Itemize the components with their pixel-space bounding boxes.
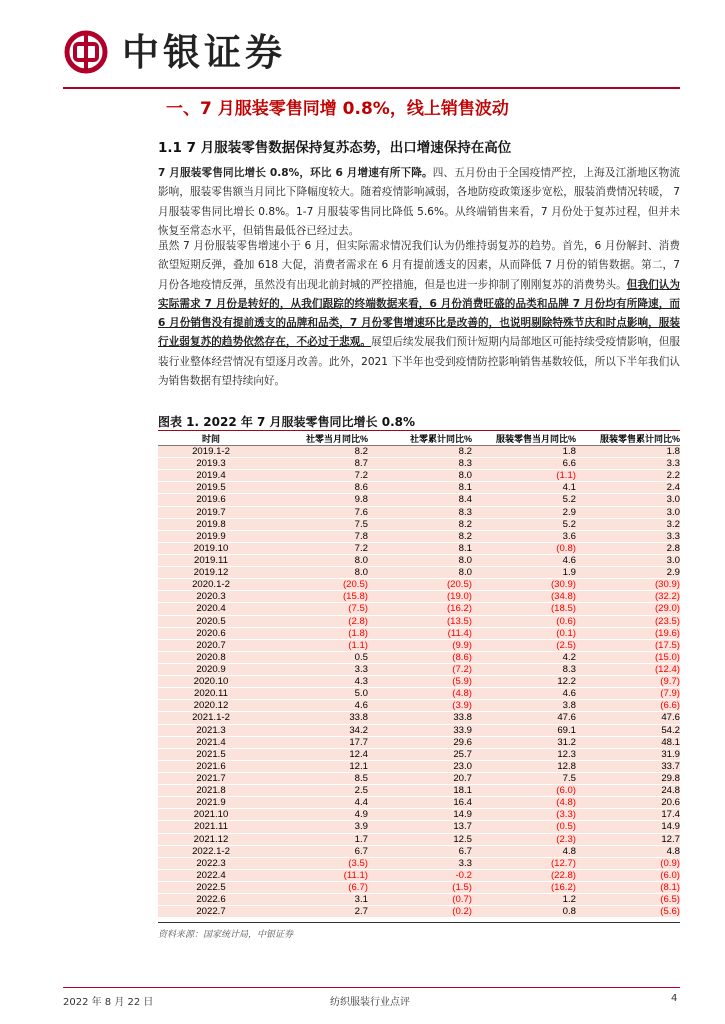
table-cell-period: 2020.8 <box>158 651 264 663</box>
paragraph-2-emphasis: 但我们认为实际需求 7 月份是转好的，从我们跟踪的终端数据来看，6 月份消费旺盛的品类和品牌 7 月份均有所降速，而 6 月份销售没有提前透支的品牌和品类，7 月份零售增速环比是改善的，也说明剔除特殊节庆和时点影响，服装行业弱复苏的趋势依然存在，不必过于悲观。 <box>158 278 681 349</box>
table-cell-value: (15.0) <box>576 651 680 663</box>
table-cell-period: 2020.3 <box>158 591 264 603</box>
paragraph-2-part2: 展望后续发展我们预计短期内局部地区可能持续受疫情影响，但服装行业整体经营情况有望逐月改善。此外，2021 下半年也受到疫情防控影响销售基数较低，所以下半年我们认为销售数据有望持续向好。 <box>158 336 681 388</box>
table-cell-period: 2021.12 <box>158 833 264 845</box>
brand-name: 中银证券 <box>122 30 286 74</box>
table-cell-value: (17.5) <box>576 639 680 651</box>
table-cell-value: (1.1) <box>264 639 368 651</box>
table-cell-value: 7.6 <box>264 506 368 518</box>
table-cell-period: 2021.6 <box>158 760 264 772</box>
table-cell-value: 8.5 <box>264 772 368 784</box>
table-cell-value: 3.8 <box>472 700 576 712</box>
table-row <box>158 591 680 603</box>
table-cell-value: (15.8) <box>264 591 368 603</box>
table-cell-value: 8.2 <box>368 446 472 458</box>
table-cell-value: 1.7 <box>264 833 368 845</box>
table-cell-value: 12.1 <box>264 760 368 772</box>
table-cell-value: 8.7 <box>264 458 368 470</box>
table-cell-value: 8.2 <box>368 518 472 530</box>
table-row <box>158 579 680 591</box>
table-cell-period: 2019.6 <box>158 494 264 506</box>
header-divider <box>63 87 680 89</box>
table-cell-value: 4.4 <box>264 797 368 809</box>
table-cell-period: 2019.4 <box>158 470 264 482</box>
table-cell-value: 2.8 <box>576 542 680 554</box>
table-cell-value: 3.0 <box>576 554 680 566</box>
table-cell-value: (4.8) <box>368 688 472 700</box>
table-cell-value: 5.0 <box>264 688 368 700</box>
table-cell-value: 31.9 <box>576 748 680 760</box>
table-row <box>158 857 680 869</box>
table-cell-value: 14.9 <box>576 821 680 833</box>
table-cell-value: 3.3 <box>264 663 368 675</box>
table-row <box>158 906 680 918</box>
table-cell-value: 31.2 <box>472 736 576 748</box>
table-cell-value: 7.5 <box>472 772 576 784</box>
table-cell-value: 3.3 <box>576 530 680 542</box>
table-row <box>158 482 680 494</box>
table-cell-value: (30.9) <box>472 579 576 591</box>
table-cell-value: 4.2 <box>472 651 576 663</box>
table-cell-period: 2021.10 <box>158 809 264 821</box>
table-row <box>158 603 680 615</box>
table-cell-value: 48.1 <box>576 736 680 748</box>
table-cell-value: (0.6) <box>472 615 576 627</box>
table-cell-value: 8.3 <box>368 506 472 518</box>
table-cell-value: 6.7 <box>368 845 472 857</box>
table-cell-value: 5.2 <box>472 518 576 530</box>
table-cell-value: 12.7 <box>576 833 680 845</box>
table-cell-value: (0.5) <box>472 821 576 833</box>
table-cell-value: (29.0) <box>576 603 680 615</box>
table-row <box>158 833 680 845</box>
table-cell-value: 9.8 <box>264 494 368 506</box>
table-cell-value: (3.5) <box>264 857 368 869</box>
table-row <box>158 615 680 627</box>
table-cell-value: (8.6) <box>368 651 472 663</box>
table-row <box>158 724 680 736</box>
retail-data-table <box>158 431 680 917</box>
table-cell-value: (0.7) <box>368 894 472 906</box>
table-cell-value: 7.8 <box>264 530 368 542</box>
table-cell-period: 2019.9 <box>158 530 264 542</box>
table-cell-value: 8.1 <box>368 482 472 494</box>
table-cell-value: (30.9) <box>576 579 680 591</box>
table-cell-period: 2022.7 <box>158 906 264 918</box>
table-cell-value: 6.7 <box>264 845 368 857</box>
table-cell-period: 2022.5 <box>158 881 264 893</box>
table-cell-value: 14.9 <box>368 809 472 821</box>
table-cell-value: 0.8 <box>472 906 576 918</box>
table-cell-value: (19.0) <box>368 591 472 603</box>
table-cell-period: 2021.4 <box>158 736 264 748</box>
table-cell-value: 33.7 <box>576 760 680 772</box>
footer-divider <box>63 987 680 988</box>
table-cell-value: (9.9) <box>368 639 472 651</box>
table-cell-value: 7.2 <box>264 470 368 482</box>
table-cell-value: (0.9) <box>576 857 680 869</box>
table-cell-period: 2020.6 <box>158 627 264 639</box>
table-cell-value: (0.1) <box>472 627 576 639</box>
table-row <box>158 712 680 724</box>
table-cell-value: 29.6 <box>368 736 472 748</box>
table-cell-value: 29.8 <box>576 772 680 784</box>
table-cell-value: 4.1 <box>472 482 576 494</box>
table-cell-value: 69.1 <box>472 724 576 736</box>
table-cell-value: -0.2 <box>368 869 472 881</box>
table-cell-period: 2020.4 <box>158 603 264 615</box>
table-cell-value: 33.9 <box>368 724 472 736</box>
table-cell-value: 8.0 <box>264 567 368 579</box>
table-cell-value: 2.9 <box>472 506 576 518</box>
table-cell-value: 4.8 <box>472 845 576 857</box>
table-cell-value: 47.6 <box>576 712 680 724</box>
table-cell-value: 12.4 <box>264 748 368 760</box>
table-row <box>158 518 680 530</box>
table-cell-value: (0.2) <box>368 906 472 918</box>
table-cell-value: 4.6 <box>472 688 576 700</box>
table-row <box>158 530 680 542</box>
data-source: 资料来源：国家统计局，中银证券 <box>158 930 294 940</box>
table-cell-value: (2.5) <box>472 639 576 651</box>
table-cell-value: 8.4 <box>368 494 472 506</box>
table-cell-value: 47.6 <box>472 712 576 724</box>
table-row <box>158 700 680 712</box>
table-row <box>158 748 680 760</box>
table-cell-value: 5.2 <box>472 494 576 506</box>
table-cell-value: 1.9 <box>472 567 576 579</box>
table-cell-period: 2021.1-2 <box>158 712 264 724</box>
table-cell-value: (6.0) <box>576 869 680 881</box>
table-cell-value: 1.8 <box>472 446 576 458</box>
table-cell-value: (6.5) <box>576 894 680 906</box>
table-cell-value: 4.8 <box>576 845 680 857</box>
table-cell-value: (1.5) <box>368 881 472 893</box>
table-cell-period: 2020.9 <box>158 663 264 675</box>
table-cell-value: 4.6 <box>472 554 576 566</box>
table-row <box>158 821 680 833</box>
table-row <box>158 785 680 797</box>
table-cell-value: 4.6 <box>264 700 368 712</box>
table-row <box>158 627 680 639</box>
paragraph-1-lead: 7 月服装零售同比增长 0.8%，环比 6 月增速有所下降。 <box>158 167 433 179</box>
table-bottom-rule <box>158 922 680 923</box>
table-cell-value: (11.1) <box>264 869 368 881</box>
table-header-row <box>158 431 680 446</box>
table-cell-value: (19.6) <box>576 627 680 639</box>
table-cell-value: (16.2) <box>368 603 472 615</box>
table-cell-value: (9.7) <box>576 676 680 688</box>
table-cell-value: 4.9 <box>264 809 368 821</box>
table-cell-value: 8.0 <box>368 470 472 482</box>
table-cell-value: 8.0 <box>368 567 472 579</box>
table-cell-period: 2021.3 <box>158 724 264 736</box>
table-cell-value: 23.0 <box>368 760 472 772</box>
subsection-title: 1.1 7 月服装零售数据保持复苏态势，出口增速保持在高位 <box>158 140 512 156</box>
table-row <box>158 845 680 857</box>
table-cell-value: 3.9 <box>264 821 368 833</box>
table-cell-value: 0.5 <box>264 651 368 663</box>
table-row <box>158 506 680 518</box>
table-cell-value: 8.0 <box>264 554 368 566</box>
table-row <box>158 881 680 893</box>
table-row <box>158 494 680 506</box>
table-cell-period: 2021.8 <box>158 785 264 797</box>
table-cell-value: 33.8 <box>264 712 368 724</box>
table-cell-value: 6.6 <box>472 458 576 470</box>
table-cell-value: 7.5 <box>264 518 368 530</box>
table-row <box>158 446 680 458</box>
table-cell-value: 3.3 <box>576 458 680 470</box>
table-row <box>158 663 680 675</box>
table-cell-period: 2022.6 <box>158 894 264 906</box>
table-cell-value: (20.5) <box>264 579 368 591</box>
table-cell-value: (22.8) <box>472 869 576 881</box>
table-cell-value: (6.6) <box>576 700 680 712</box>
bank-of-china-logo <box>64 30 108 74</box>
table-row <box>158 639 680 651</box>
table-cell-value: (16.2) <box>472 881 576 893</box>
table-cell-value: 7.2 <box>264 542 368 554</box>
table-cell-value: 34.2 <box>264 724 368 736</box>
table-row <box>158 797 680 809</box>
table-cell-value: 4.3 <box>264 676 368 688</box>
table-row <box>158 470 680 482</box>
table-cell-value: 2.2 <box>576 470 680 482</box>
table-cell-value: (7.2) <box>368 663 472 675</box>
table-cell-value: 8.3 <box>472 663 576 675</box>
table-cell-value: 8.2 <box>368 530 472 542</box>
table-cell-value: 17.7 <box>264 736 368 748</box>
table-cell-period: 2020.10 <box>158 676 264 688</box>
table-cell-period: 2019.1-2 <box>158 446 264 458</box>
table-cell-period: 2019.10 <box>158 542 264 554</box>
table-cell-value: (3.3) <box>472 809 576 821</box>
table-cell-value: 3.6 <box>472 530 576 542</box>
table-cell-period: 2021.7 <box>158 772 264 784</box>
table-cell-value: (1.8) <box>264 627 368 639</box>
table-cell-value: 3.1 <box>264 894 368 906</box>
table-cell-value: 24.8 <box>576 785 680 797</box>
retail-table-container <box>158 431 680 917</box>
table-cell-period: 2020.5 <box>158 615 264 627</box>
table-row <box>158 772 680 784</box>
table-cell-value: 17.4 <box>576 809 680 821</box>
table-cell-period: 2021.11 <box>158 821 264 833</box>
table-cell-period: 2022.1-2 <box>158 845 264 857</box>
table-cell-period: 2020.7 <box>158 639 264 651</box>
table-cell-period: 2021.5 <box>158 748 264 760</box>
table-cell-value: 12.2 <box>472 676 576 688</box>
table-cell-period: 2019.8 <box>158 518 264 530</box>
table-cell-value: 2.4 <box>576 482 680 494</box>
table-cell-value: (34.8) <box>472 591 576 603</box>
table-cell-value: (2.3) <box>472 833 576 845</box>
table-row <box>158 760 680 772</box>
table-cell-value: 3.0 <box>576 506 680 518</box>
table-row <box>158 458 680 470</box>
table-cell-period: 2020.1-2 <box>158 579 264 591</box>
table-cell-value: (3.9) <box>368 700 472 712</box>
table-row <box>158 676 680 688</box>
table-row <box>158 736 680 748</box>
table-cell-value: (4.8) <box>472 797 576 809</box>
table-cell-value: 1.2 <box>472 894 576 906</box>
table-cell-value: 8.6 <box>264 482 368 494</box>
table-cell-value: 13.7 <box>368 821 472 833</box>
table-row <box>158 554 680 566</box>
table-cell-value: 1.8 <box>576 446 680 458</box>
column-header: 服装零售累计同比% <box>576 431 680 446</box>
table-cell-period: 2019.7 <box>158 506 264 518</box>
table-cell-value: (5.9) <box>368 676 472 688</box>
table-cell-value: 3.2 <box>576 518 680 530</box>
table-cell-value: 54.2 <box>576 724 680 736</box>
table-cell-period: 2021.9 <box>158 797 264 809</box>
table-cell-value: (7.9) <box>576 688 680 700</box>
table-cell-value: (6.0) <box>472 785 576 797</box>
table-cell-value: (20.5) <box>368 579 472 591</box>
table-cell-period: 2019.5 <box>158 482 264 494</box>
column-header: 社零当月同比% <box>264 431 368 446</box>
column-header: 服装零售当月同比% <box>472 431 576 446</box>
column-header: 社零累计同比% <box>368 431 472 446</box>
column-header: 时间 <box>158 431 264 446</box>
table-cell-value: (6.7) <box>264 881 368 893</box>
chart-caption: 图表 1. 2022 年 7 月服装零售同比增长 0.8% <box>158 415 416 429</box>
table-cell-value: (12.4) <box>576 663 680 675</box>
table-cell-value: 33.8 <box>368 712 472 724</box>
table-cell-value: (32.2) <box>576 591 680 603</box>
paragraph-2-part1: 虽然 7 月份服装零售增速小于 6 月，但实际需求情况我们认为仍维持弱复苏的趋势。首先，6 月份解封、消费欲望短期反弹，叠加 618 大促，消费者需求在 6 月有提前透支的因素，从而降低 7 月份的销售数据。第二，7 月份各地疫情反弹，虽然没有出现北前封城的严控措施，但是也进一步抑制了刚刚复苏的消费势头。 <box>158 240 680 291</box>
paragraph-1-body: 四、五月份由于全国疫情严控，上海及江浙地区物流影响，服装零售额当月同比下降幅度较大。随着疫情影响减弱，各地防疫政策逐步宽松，服装消费情况转暖， 7 月服装零售同比增长 0.8%。1-7 月服装零售同比降低 5.6%。从终端销售来看，7 月份处于复苏过程，但并未恢复至常态水平，但销售最低谷已经过去。 <box>158 167 681 237</box>
table-cell-value: 8.1 <box>368 542 472 554</box>
table-cell-value: 2.5 <box>264 785 368 797</box>
table-cell-value: 18.1 <box>368 785 472 797</box>
table-cell-value: 3.3 <box>368 857 472 869</box>
table-cell-value: 3.0 <box>576 494 680 506</box>
table-cell-period: 2022.4 <box>158 869 264 881</box>
table-cell-value: (13.5) <box>368 615 472 627</box>
table-cell-period: 2022.3 <box>158 857 264 869</box>
table-body <box>158 446 680 918</box>
table-cell-value: (1.1) <box>472 470 576 482</box>
table-cell-value: (7.5) <box>264 603 368 615</box>
table-cell-value: 25.7 <box>368 748 472 760</box>
table-cell-value: (2.8) <box>264 615 368 627</box>
table-cell-value: (12.7) <box>472 857 576 869</box>
table-cell-value: 8.3 <box>368 458 472 470</box>
table-cell-value: 16.4 <box>368 797 472 809</box>
table-row <box>158 651 680 663</box>
table-cell-period: 2020.11 <box>158 688 264 700</box>
table-cell-value: (18.5) <box>472 603 576 615</box>
table-row <box>158 542 680 554</box>
table-cell-value: 12.8 <box>472 760 576 772</box>
footer-title: 纺织服装行业点评 <box>330 997 410 1008</box>
table-cell-value: (8.1) <box>576 881 680 893</box>
paragraph-1 <box>158 164 680 241</box>
table-row <box>158 894 680 906</box>
table-row <box>158 869 680 881</box>
table-cell-value: (0.8) <box>472 542 576 554</box>
table-cell-value: 8.0 <box>368 554 472 566</box>
table-cell-period: 2019.11 <box>158 554 264 566</box>
table-cell-period: 2019.12 <box>158 567 264 579</box>
table-cell-value: 2.9 <box>576 567 680 579</box>
table-cell-period: 2019.3 <box>158 458 264 470</box>
table-cell-value: 20.7 <box>368 772 472 784</box>
table-row <box>158 809 680 821</box>
table-cell-value: 8.2 <box>264 446 368 458</box>
section-title: 一、7 月服装零售同增 0.8%，线上销售波动 <box>166 99 509 119</box>
table-cell-value: 2.7 <box>264 906 368 918</box>
table-cell-value: 20.6 <box>576 797 680 809</box>
table-row <box>158 688 680 700</box>
table-row <box>158 567 680 579</box>
table-cell-value: 12.3 <box>472 748 576 760</box>
page-number: 4 <box>671 993 678 1004</box>
paragraph-2 <box>158 237 680 391</box>
table-cell-value: (23.5) <box>576 615 680 627</box>
table-cell-value: (11.4) <box>368 627 472 639</box>
table-cell-value: 12.5 <box>368 833 472 845</box>
footer-date: 2022 年 8 月 22 日 <box>63 997 154 1008</box>
table-cell-period: 2020.12 <box>158 700 264 712</box>
table-cell-value: (5.6) <box>576 906 680 918</box>
